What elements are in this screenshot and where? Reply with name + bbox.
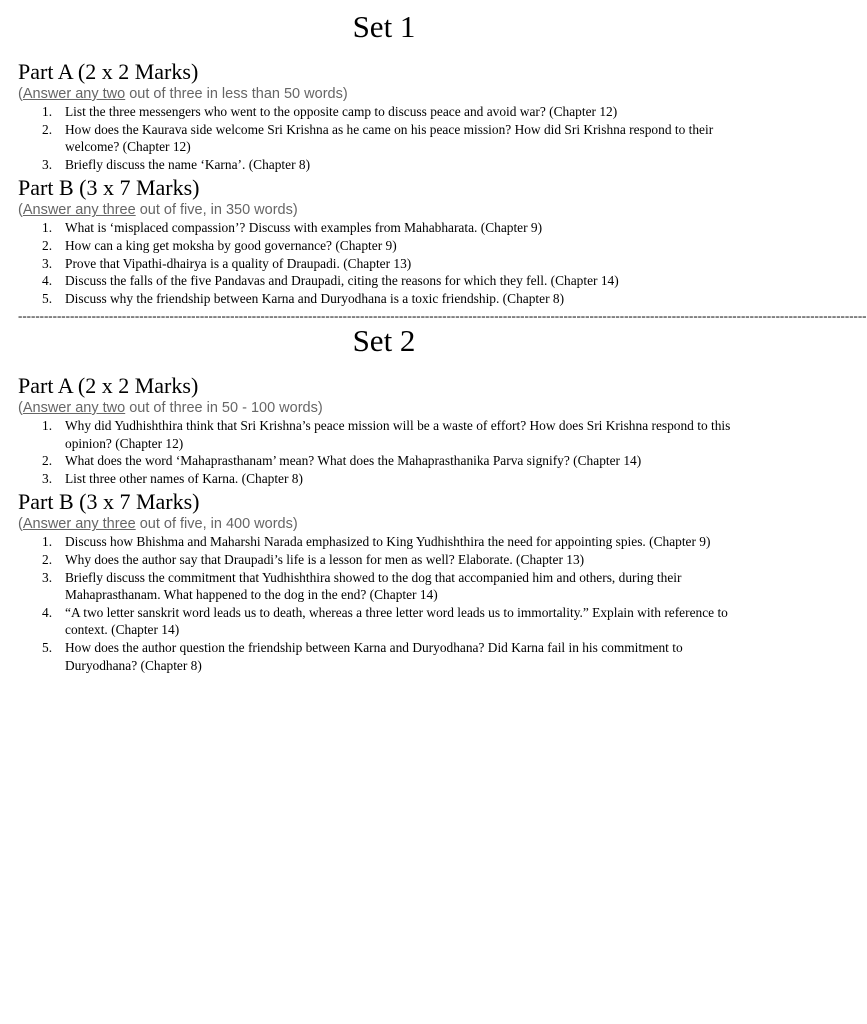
- question-text: List three other names of Karna. (Chapter 8): [65, 470, 303, 486]
- question-item: [0, 290, 768, 308]
- question-item: [0, 272, 768, 290]
- instruction-answer-count: Answer any three: [22, 516, 136, 533]
- question-item: [0, 121, 768, 156]
- question-item: [0, 417, 768, 452]
- set-2-part-b-question-list: [0, 533, 768, 674]
- question-number: 1.: [42, 220, 53, 236]
- question-item: [0, 103, 768, 121]
- question-item: [0, 255, 768, 273]
- question-number: 3.: [42, 156, 53, 172]
- instruction-rest: out of three in less than 50 words): [125, 86, 348, 102]
- question-item: [0, 237, 768, 255]
- question-number: 3.: [42, 470, 53, 486]
- instruction-open-paren: (: [18, 86, 23, 102]
- question-text: How does the author question the friendship between Karna and Duryodhana? Did Karna fail in his commitment to Duryodhana? (Chapter 8): [65, 639, 683, 673]
- set-2-part-a-heading: Part A (2 x 2 Marks): [18, 373, 199, 398]
- question-item: [0, 219, 768, 237]
- instruction-open-paren: (: [18, 400, 23, 416]
- question-number: 5.: [42, 290, 53, 306]
- instruction-answer-count: Answer any three: [22, 202, 136, 219]
- question-item: [0, 470, 768, 488]
- question-item: [0, 156, 768, 174]
- question-text: What does the word ‘Mahaprasthanam’ mean? What does the Mahaprasthanika Parva signify? (Chapter 14): [65, 453, 642, 469]
- question-number: 1.: [42, 534, 53, 550]
- question-number: 1.: [42, 104, 53, 119]
- instruction-rest: out of five, in 400 words): [135, 516, 298, 533]
- set-2-section: [0, 324, 768, 674]
- set-1-part-a-instruction: [18, 85, 768, 103]
- set-1-part-a-heading: Part A (2 x 2 Marks): [18, 59, 199, 84]
- question-text: Prove that Vipathi-dhairya is a quality of Draupadi. (Chapter 13): [65, 255, 412, 271]
- question-number: 3.: [42, 255, 53, 271]
- set-2-part-a-question-list: [0, 417, 768, 487]
- question-text: List the three messengers who went to the opposite camp to discuss peace and avoid war? (Chapter 12): [65, 104, 618, 119]
- question-text: Briefly discuss the name ‘Karna’. (Chapter 8): [65, 156, 311, 172]
- question-number: 2.: [42, 551, 53, 567]
- set-2-part-b-heading: Part B (3 x 7 Marks): [18, 489, 200, 515]
- question-text: Discuss why the friendship between Karna and Duryodhana is a toxic friendship. (Chapter 8): [65, 290, 565, 306]
- question-item: [0, 551, 768, 569]
- set-1-title: Set 1: [352, 9, 416, 44]
- question-text: Why does the author say that Draupadi’s life is a lesson for men as well? Elaborate. (Chapter 13): [65, 551, 585, 567]
- question-number: 4.: [42, 273, 53, 289]
- set-1-part-b-instruction: [18, 201, 768, 219]
- instruction-answer-count: Answer any two: [22, 86, 126, 102]
- set-1-part-b-question-list: [0, 219, 768, 307]
- question-number: 2.: [42, 121, 53, 137]
- set-2-part-b-instruction: [18, 515, 768, 533]
- instruction-rest: out of three in 50 - 100 words): [125, 400, 323, 416]
- set-1-part-b-heading: Part B (3 x 7 Marks): [18, 175, 200, 201]
- question-text: Discuss the falls of the five Pandavas and Draupadi, citing the reasons for which they fell. (Chapter 14): [65, 273, 619, 289]
- instruction-open-paren: (: [18, 516, 23, 533]
- question-item: [0, 533, 768, 551]
- instruction-open-paren: (: [18, 202, 23, 219]
- question-item: [0, 569, 768, 604]
- question-text: How can a king get moksha by good governance? (Chapter 9): [65, 237, 397, 253]
- question-text: Briefly discuss the commitment that Yudhishthira showed to the dog that accompanied him and others, during their Mahaprasthanam. What happened to the dog in the end? (Chapter 14): [65, 569, 682, 603]
- question-text: What is ‘misplaced compassion’? Discuss with examples from Mahabharata. (Chapter 9): [65, 220, 543, 236]
- question-item: [0, 639, 768, 674]
- instruction-answer-count: Answer any two: [22, 400, 126, 416]
- question-text: “A two letter sanskrit word leads us to death, whereas a three letter word leads us to immortality.” Explain with reference to context. (Chapter 14): [65, 604, 728, 638]
- question-number: 2.: [42, 237, 53, 253]
- question-text: Discuss how Bhishma and Maharshi Narada emphasized to King Yudhishthira the need for appointing spies. (Chapter 9): [65, 534, 711, 550]
- set-2-part-a-instruction: [18, 399, 768, 417]
- set-1-section: [0, 9, 867, 324]
- question-number: 2.: [42, 453, 53, 469]
- set-2-title: Set 2: [352, 323, 416, 358]
- question-number: 1.: [42, 418, 53, 433]
- set-1-part-a-question-list: [0, 103, 768, 173]
- question-item: [0, 604, 768, 639]
- question-number: 3.: [42, 569, 53, 585]
- question-number: 4.: [42, 604, 53, 620]
- question-number: 5.: [42, 639, 53, 655]
- question-text: Why did Yudhishthira think that Sri Krishna’s peace mission will be a waste of effort? How does Sri Krishna respond to this opinion? (Chapter 12): [65, 418, 731, 451]
- question-item: [0, 452, 768, 470]
- section-divider: ----------------------------------------------------------------------------------------------------------------------------------------------------------------------------------------------------: [18, 308, 867, 324]
- question-text: How does the Kaurava side welcome Sri Krishna as he came on his peace mission? How did Sri Krishna respond to their welcome? (Chapter 12): [65, 121, 714, 155]
- instruction-rest: out of five, in 350 words): [135, 202, 298, 219]
